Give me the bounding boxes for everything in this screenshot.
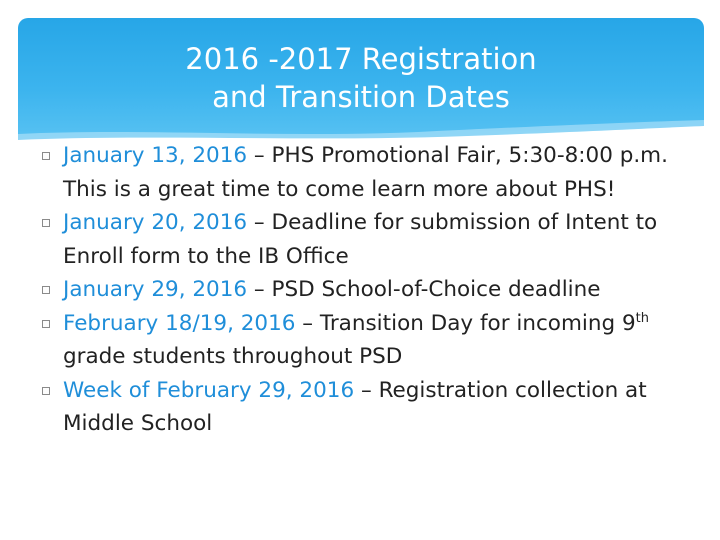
list-item xyxy=(18,307,708,374)
title-line-1: 2016 -2017 Registration xyxy=(185,42,537,76)
square-bullet-icon xyxy=(42,320,50,328)
item-date: Week of February 29, 2016 xyxy=(63,377,355,403)
list-item xyxy=(18,139,708,206)
item-text: – PSD School-of-Choice deadline xyxy=(247,277,601,302)
list-item xyxy=(18,206,708,273)
title-line-2: and Transition Dates xyxy=(212,80,510,114)
square-bullet-icon xyxy=(42,387,50,395)
item-text: – PHS Promotional Fair, 5:30-8:00 p.m. This is a great time to come learn more about PHS! xyxy=(63,143,668,202)
ordinal-suffix: th xyxy=(635,310,649,326)
item-text: – Deadline for submission of Intent to Enroll form to the IB Office xyxy=(63,210,658,269)
item-text: – Registration collection at Middle School xyxy=(63,377,647,436)
square-bullet-icon xyxy=(42,286,50,294)
list-item xyxy=(18,273,708,307)
item-date: January 29, 2016 xyxy=(63,277,248,302)
item-text: – Transition Day for incoming 9 xyxy=(295,310,636,336)
date-list xyxy=(18,139,708,441)
item-date: January 13, 2016 xyxy=(63,143,248,168)
item-date: January 20, 2016 xyxy=(63,210,248,235)
square-bullet-icon xyxy=(42,152,50,160)
item-date: February 18/19, 2016 xyxy=(63,310,296,336)
list-item xyxy=(18,374,708,441)
slide-title xyxy=(18,40,704,116)
item-text-continued: grade students throughout PSD xyxy=(63,344,403,369)
square-bullet-icon xyxy=(42,219,50,227)
